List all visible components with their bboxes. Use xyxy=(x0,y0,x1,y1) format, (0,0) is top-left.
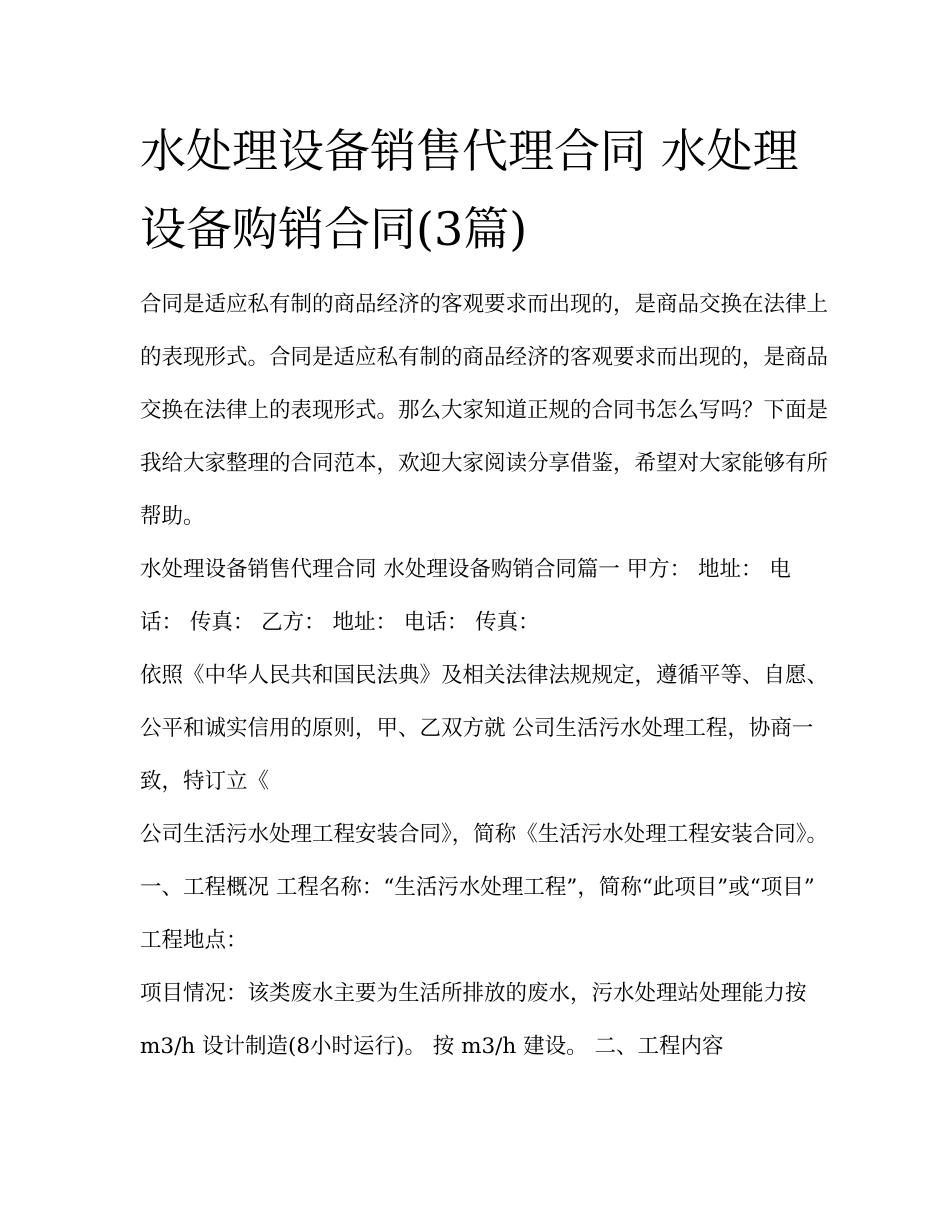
paragraph-parties: 水处理设备销售代理合同 水处理设备购销合同篇一 甲方： 地址： 电话： 传真： 乙方： 地址： 电话： 传真： xyxy=(140,557,791,635)
paragraph-legal-basis: 依照《中华人民共和国民法典》及相关法律法规规定，遵循平等、自愿、公平和诚实信用的原则，甲、乙双方就 公司生活污水处理工程，协商一致，特订立《 xyxy=(140,663,829,794)
paragraph-intro: 合同是适应私有制的商品经济的客观要求而出现的，是商品交换在法律上的表现形式。合同是适应私有制的商品经济的客观要求而出现的，是商品交换在法律上的表现形式。那么大家知道正规的合同书怎么写吗？下面是我给大家整理的合同范本，欢迎大家阅读分享借鉴，希望对大家能够有所帮助。 xyxy=(140,292,829,529)
paragraph-project-overview: 公司生活污水处理工程安装合同》，简称《生活污水处理工程安装合同》。 一、工程概况 工程名称：“生活污水处理工程”，简称“此项目”或“项目” 工程地点： xyxy=(140,822,829,953)
paragraph-project-situation: 项目情况：该类废水主要为生活所排放的废水，污水处理站处理能力按 m3/h 设计制造(8小时运行)。 按 m3/h 建设。 二、工程内容 xyxy=(140,981,807,1059)
document-title: 水处理设备销售代理合同 水处理设备购销合同(3篇) xyxy=(140,124,799,256)
document-body xyxy=(140,278,830,1073)
